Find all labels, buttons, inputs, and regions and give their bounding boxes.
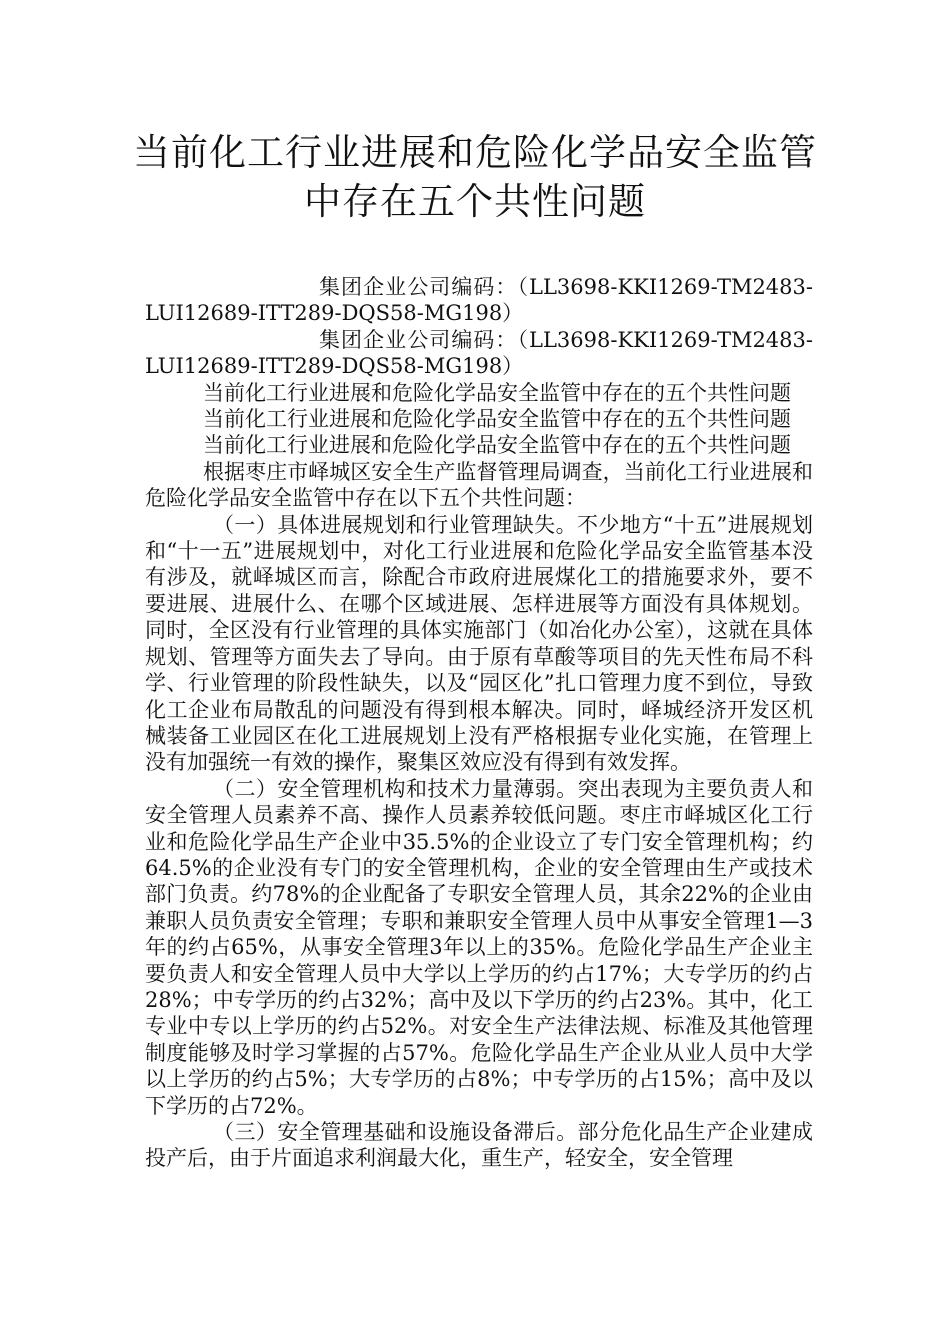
section-paragraph-3: （三）安全管理基础和设施设备滞后。部分危化品生产企业建成投产后，由于片面追求利润最大化，重生产，轻安全，安全管理 <box>145 1120 813 1171</box>
section-paragraph-1: （一）具体进展规划和行业管理缺失。不少地方“十五”进展规划和“十一五”进展规划中，对化工行业进展和危险化学品安全监管基本没有涉及，就峄城区而言，除配合市政府进展煤化工的措施要求外，要不要进展、进展什么、在哪个区域进展、怎样进展等方面没有具体规划。同时，全区没有行业管理的具体实施部门（如冶化办公室），这就在具体规划、管理等方面失去了导向。由于原有草酸等项目的先天性布局不科学、行业管理的阶段性缺失，以及“园区化”扎口管理力度不到位，导致化工企业布局散乱的问题没有得到根本解决。同时，峄城经济开发区机械装备工业园区在化工进展规划上没有严格根据专业化实施，在管理上没有加强统一有效的操作，聚集区效应没有得到有效发挥。 <box>145 512 813 775</box>
intro-paragraph: 根据枣庄市峄城区安全生产监督管理局调查，当前化工行业进展和危险化学品安全监管中存在以下五个共性问题： <box>145 459 813 511</box>
repeated-title: 当前化工行业进展和危险化学品安全监管中存在的五个共性问题 <box>203 407 791 432</box>
document-title <box>120 128 830 226</box>
repeated-title: 当前化工行业进展和危险化学品安全监管中存在的五个共性问题 <box>203 433 791 458</box>
document-body <box>145 274 813 1172</box>
title-line-1: 当前化工行业进展和危险化学品安全监管 <box>133 131 817 174</box>
repeated-title: 当前化工行业进展和危险化学品安全监管中存在的五个共性问题 <box>203 380 791 405</box>
title-line-2: 中存在五个共性问题 <box>304 180 646 223</box>
section-paragraph-2: （二）安全管理机构和技术力量薄弱。突出表现为主要负责人和安全管理人员素养不高、操作人员素养较低问题。枣庄市峄城区化工行业和危险化学品生产企业中35.5%的企业设立了专门安全管理机构；约64.5%的企业没有专门的安全管理机构，企业的安全管理由生产或技术部门负责。约78%的企业配备了专职安全管理人员，其余22%的企业由兼职人员负责安全管理；专职和兼职安全管理人员中从事安全管理1—3年的约占65%，从事安全管理3年以上的35%。危险化学品生产企业主要负责人和安全管理人员中大学以上学历的约占17%；大专学历的约占28%；中专学历的约占32%；高中及以下学历的约占23%。其中，化工专业中专以上学历的约占52%。对安全生产法律法规、标准及其他管理制度能够及时学习掌握的占57%。危险化学品生产企业从业人员中大学以上学历的约占5%；大专学历的占8%；中专学历的占15%；高中及以下学历的占72%。 <box>145 776 813 1118</box>
company-code-line: 集团企业公司编码：（LL3698-KKI1269-TM2483-LUI12689-ITT289-DQS58-MG198） <box>145 275 813 326</box>
company-code-line: 集团企业公司编码：（LL3698-KKI1269-TM2483-LUI12689-ITT289-DQS58-MG198） <box>145 327 813 379</box>
